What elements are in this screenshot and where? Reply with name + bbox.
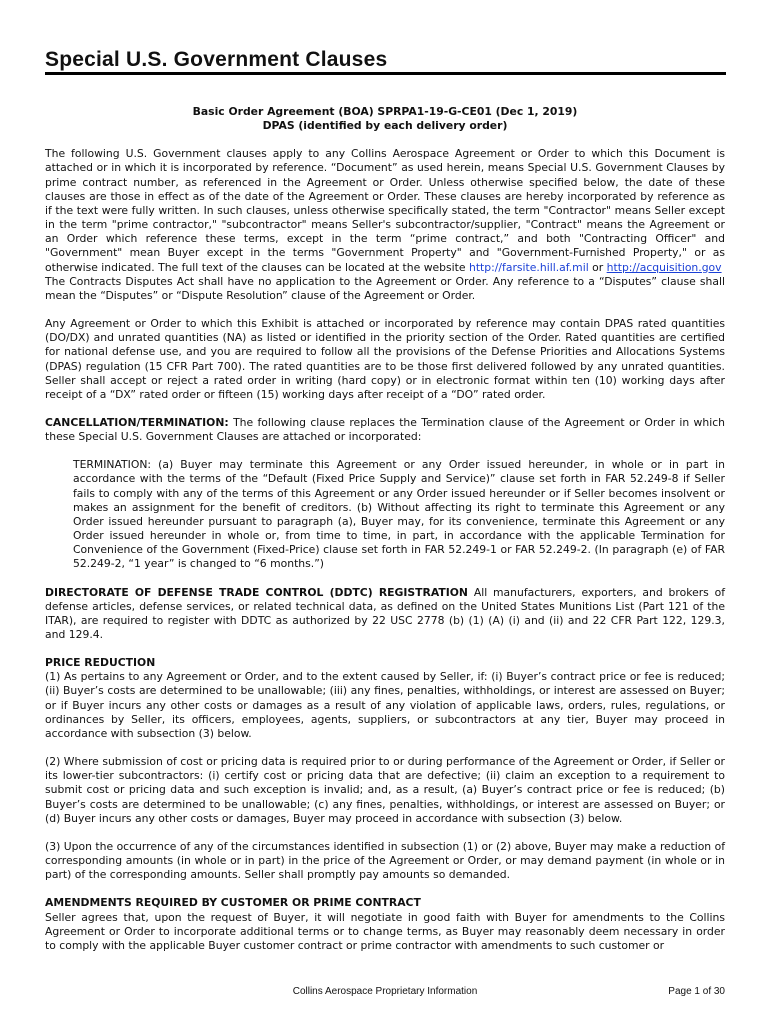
page-title: Special U.S. Government Clauses: [45, 48, 388, 71]
document-body: [45, 105, 725, 953]
ddtc-text: All manufacturers, exporters, and brokers of defense articles, defense services, or related technical data, as defined on the United States Munitions List (Part 121 of the ITAR), are required to register with DDTC as authorized by 22 USC 2778 (b) (1) (A) (i) and (ii) and 22 CFR Part 122, 129.3, and 129.4.: [45, 585, 726, 641]
intro-text-2: The Contracts Disputes Act shall have no application to the Agreement or Order. Any reference to a “Disputes” clause shall mean the “Disputes” or “Dispute Resolution” clause of the Agreement or Order.: [45, 274, 725, 302]
page-footer: [0, 986, 770, 1000]
footer-proprietary: Collins Aerospace Proprietary Information: [292, 986, 478, 997]
price-reduction-p3: (3) Upon the occurrence of any of the circumstances identified in subsection (1) or (2) above, Buyer may make a reduction of corresponding amounts (in whole or in part) in the price of the Agreement or Order, or may demand payment (in whole or in part) of the corresponding amounts. Seller shall promptly pay amounts so demanded.: [45, 839, 725, 882]
intro-paragraph: [45, 147, 725, 303]
page-number: Page 1 of 30: [668, 986, 725, 997]
amendments-heading: AMENDMENTS REQUIRED BY CUSTOMER OR PRIME CONTRACT: [45, 896, 421, 910]
or-text: or: [592, 260, 604, 274]
price-reduction-p1: (1) As pertains to any Agreement or Order, and to the extent caused by Seller, if: (i) Buyer’s contract price or fee is reduced; (ii) Buyer’s costs are determined to be unallowable; (iii) any fines, penalties, withholdings, or interest are assessed on Buyer; or if Buyer incurs any other costs or damages as a result of any violation of applicable laws, orders, rules, regulations, or ordinances by Seller, its officers, employees, agents, suppliers, or subcontractors at any tier, Buyer may proceed in accordance with subsection (3) below.: [45, 670, 725, 740]
farsite-link[interactable]: http://farsite.hill.af.mil: [468, 260, 589, 274]
cancellation-heading: CANCELLATION/TERMINATION:: [45, 415, 229, 429]
intro-text: The following U.S. Government clauses apply to any Collins Aerospace Agreement or Order to which this Document is attached or in which it is incorporated by reference. “Document” as used herein, means Special U.S. Government Clauses by prime contract number, as referenced in the Agreement or Order. Unless otherwise specified below, the date of these clauses are those in effect as of the date of the Agreement or Order. These clauses are hereby incorporated by reference as if the text were fully written. In such clauses, unless otherwise specifically stated, the term "Contractor" means Seller except in the term "prime contractor," "subcontractor" means Seller's subcontractor/supplier, "Contract" means the Agreement or an Order which reference these terms, except in the term “prime contract,” and both "Contracting Officer" and "Government" mean Buyer except in the terms "Government Property" and "Government-Furnished Property," or as otherwise indicated. The full text of the clauses can be located at the website: [45, 147, 725, 274]
dpas-line: DPAS (identified by each delivery order): [262, 119, 508, 133]
boa-line: Basic Order Agreement (BOA) SPRPA1-19-G-CE01 (Dec 1, 2019): [192, 105, 578, 118]
dpas-paragraph: Any Agreement or Order to which this Exhibit is attached or incorporated by reference may contain DPAS rated quantities (DO/DX) and unrated quantities (NA) as listed or identified in the priority section of the Order. Rated quantities are certified for national defense use, and you are required to follow all the provisions of the Defense Priorities and Allocations Systems (DPAS) regulation (15 CFR Part 700). The rated quantities are to be those first delivered followed by any unrated quantities. Seller shall accept or reject a rated order in writing (hard copy) or in electronic format within ten (10) working days after receipt of a “DX” rated order or fifteen (15) working days after receipt of a “DO” rated order.: [45, 317, 725, 401]
cancellation-text: The following clause replaces the Termination clause of the Agreement or Order in which these Special U.S. Government Clauses are attached or incorporated:: [45, 415, 726, 444]
acquisition-link[interactable]: http://acquisition.gov: [606, 260, 722, 274]
amendments-text: Seller agrees that, upon the request of Buyer, it will negotiate in good faith with Buyer for amendments to the Collins Agreement or Order to incorporate additional terms or to change terms, as Buyer may reasonably deem necessary in order to comply with the applicable Buyer customer contract or prime contractor with amendments to such customer or: [45, 910, 725, 952]
ddtc-heading: DIRECTORATE OF DEFENSE TRADE CONTROL (DDTC) REGISTRATION: [45, 585, 468, 599]
cancellation-paragraph: [45, 416, 725, 444]
price-reduction-heading: PRICE REDUCTION: [45, 656, 156, 670]
termination-clause: TERMINATION: (a) Buyer may terminate this Agreement or any Order issued hereunder, in whole or in part in accordance with the terms of the “Default (Fixed Price Supply and Service)” clause set forth in FAR 52.249-8 if Seller fails to comply with any of the terms of this Agreement or any Order issued hereunder or if Seller becomes insolvent or makes an assignment for the benefit of creditors. (b) Without affecting its right to terminate this Agreement or any Order issued hereunder pursuant to paragraph (a), Buyer may, for its convenience, terminate this Agreement or any Order issued hereunder in whole or, from time to time, in part, in accordance with the applicable Termination for Convenience of the Government (Fixed-Price) clause set forth in FAR 52.249-1 or FAR 52.249-2. (In paragraph (e) of FAR 52.249-2, “1 year” is changed to “6 months.”): [73, 458, 725, 571]
title-underline: [45, 72, 726, 75]
price-reduction-p2: (2) Where submission of cost or pricing data is required prior to or during performance of the Agreement or Order, if Seller or its lower-tier subcontractors: (i) certify cost or pricing data that are defective; (ii) claim an exception to a requirement to submit cost or pricing data and such exception is invalid; and, as a result, (a) Buyer’s contract price or fee is reduced; (b) Buyer’s costs are determined to be unallowable; (c) any fines, penalties, withholdings, or interest are assessed on Buyer; or (d) Buyer incurs any other costs or damages, Buyer may proceed in accordance with subsection (3) below.: [45, 755, 725, 825]
ddtc-paragraph: [45, 586, 725, 643]
